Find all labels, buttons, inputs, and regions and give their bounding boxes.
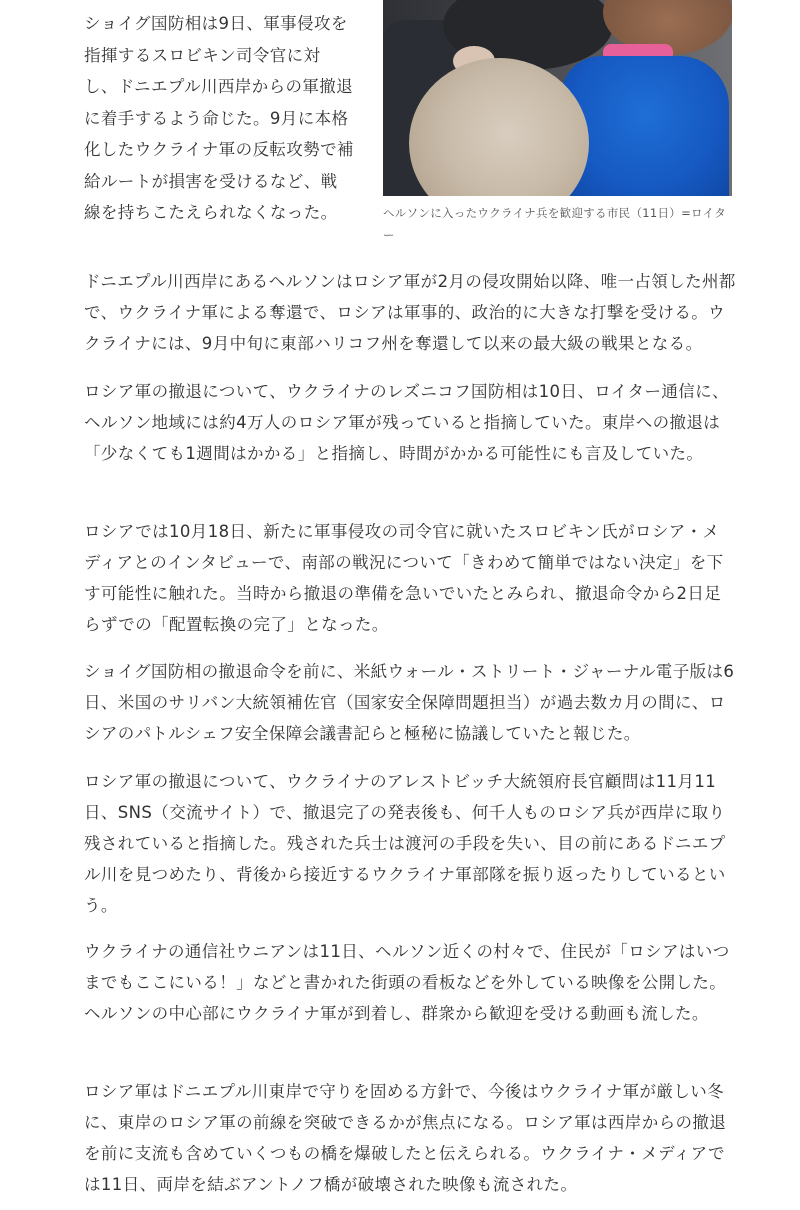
paragraph-1: ドニエプル川西岸にあるヘルソンはロシア軍が2月の侵攻開始以降、唯一占領した州都で、ウクライナ軍による奪還で、ロシアは軍事的、政治的に大きな打撃を受ける。ウクライナには、9月中旬に東部ハリコフ州を奪還して以来の最大級の戦果となる。 xyxy=(84,272,736,353)
paragraph-3: ロシアでは10月18日、新たに軍事侵攻の司令官に就いたスロビキン氏がロシア・メディアとのインタビューで、南部の戦況について「きわめて簡単ではない決定」を下す可能性に触れた。当時から撤退の準備を急いでいたとみられ、撤退命令から2日足らずでの「配置転換の完了」となった。 xyxy=(84,522,724,634)
lead-paragraph: ショイグ国防相は9日、軍事侵攻を指揮するスロビキン司令官に対し、ドニエプル川西岸からの軍撤退に着手するよう命じた。9月に本格化したウクライナ軍の反転攻勢で補給ルートが損害を受けるなど、戦線を持ちこたえられなくなった。 xyxy=(84,14,354,222)
photo-caption: ヘルソンに入ったウクライナ兵を歓迎する市民（11日）=ロイター xyxy=(383,206,727,242)
news-photo[interactable] xyxy=(383,0,732,196)
paragraph-4: ショイグ国防相の撤退命令を前に、米紙ウォール・ストリート・ジャーナル電子版は6日、米国のサリバン大統領補佐官（国家安全保障問題担当）が過去数カ月の間に、ロシアのパトルシェフ安全保障会議書記らと極秘に協議していたと報じた。 xyxy=(84,662,735,743)
article-body xyxy=(84,0,736,1194)
paragraph-6: ウクライナの通信社ウニアンは11日、ヘルソン近くの村々で、住民が「ロシアはいつまでもここにいる！」などと書かれた街頭の看板などを外している映像を公開した。ヘルソンの中心部にウクライナ軍が到着し、群衆から歓迎を受ける動画も流した。 xyxy=(84,942,730,1023)
paragraph-5: ロシア軍の撤退について、ウクライナのアレストビッチ大統領府長官顧問は11月11日、SNS（交流サイト）で、撤退完了の発表後も、何千人ものロシア兵が西岸に取り残されていると指摘した。残された兵士は渡河の手段を失い、目の前にあるドニエプル川を見つめたり、背後から接近するウクライナ軍部隊を振り返ったりしているという。 xyxy=(84,772,726,915)
paragraph-7: ロシア軍はドニエプル川東岸で守りを固める方針で、今後はウクライナ軍が厳しい冬に、東岸のロシア軍の前線を突破できるかが焦点になる。ロシア軍は西岸からの撤退を前に支流も含めていくつもの橋を爆破したと伝えられる。ウクライナ・メディアでは11日、両岸を結ぶアントノフ橋が破壊された映像も流された。 xyxy=(84,1082,727,1194)
paragraph-2: ロシア軍の撤退について、ウクライナのレズニコフ国防相は10日、ロイター通信に、ヘルソン地域には約4万人のロシア軍が残っていると指摘していた。東岸への撤退は「少なくても1週間はかかる」と指摘し、時間がかかる可能性にも言及していた。 xyxy=(84,382,729,463)
news-photo-figure xyxy=(383,0,732,246)
lead-section xyxy=(84,0,736,252)
